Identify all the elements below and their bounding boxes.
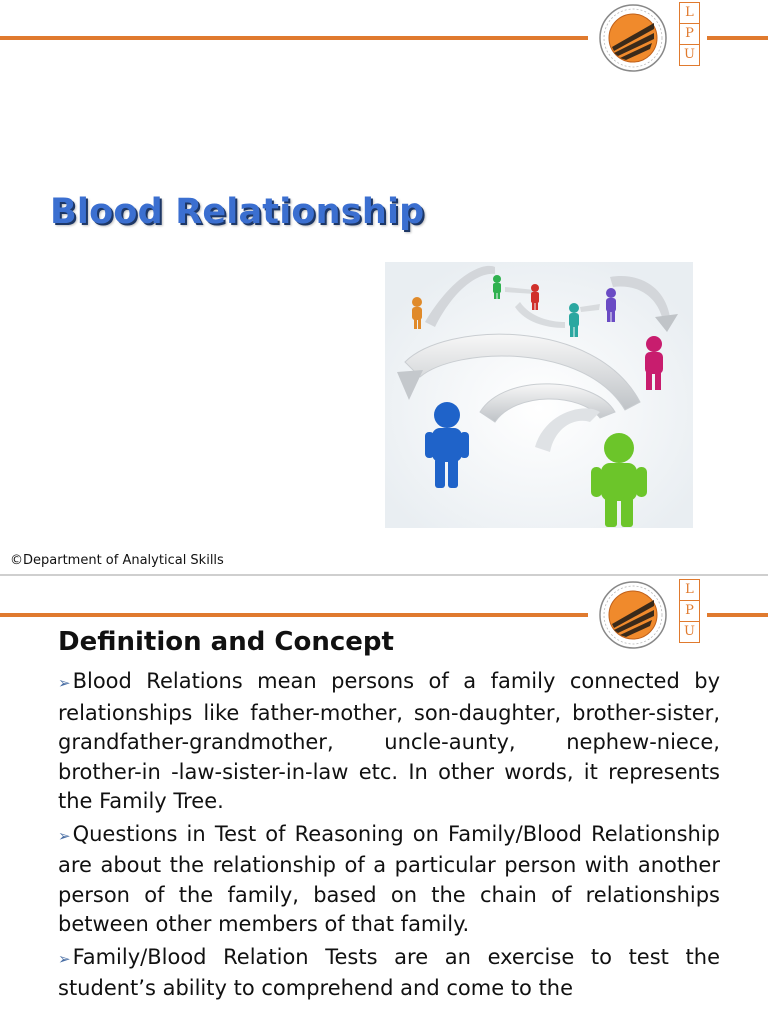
paragraph-text: Blood Relations mean persons of a family connected by relationships like father-mother, son-daughter, brother-sister, grandfather-grandmother, uncle-aunty, nephew-niece, brother-in -law-sister-in-law etc. In other words, it represents the Family Tree.	[58, 669, 720, 813]
family-network-illustration-icon	[385, 262, 693, 528]
definition-paragraph	[58, 667, 720, 817]
copyright-text: ©Department of Analytical Skills	[10, 553, 224, 568]
lpu-letter-box	[679, 2, 700, 65]
bullet-arrow-icon: ➢	[58, 826, 71, 845]
paragraph-text: Questions in Test of Reasoning on Family/Blood Relationship are about the relationship of a particular person with another person of the family, based on the chain of relationships between other members of that family.	[58, 821, 720, 936]
header-line-left	[0, 36, 588, 40]
definition-paragraph	[58, 943, 720, 1004]
lpu-letter-u: U	[679, 621, 700, 643]
lpu-letter-p: P	[679, 23, 700, 45]
definition-body	[58, 667, 720, 1007]
lpu-letter-l: L	[679, 2, 700, 24]
lpu-letter-box	[679, 579, 700, 642]
definition-paragraph	[58, 820, 720, 940]
slide-definition	[0, 576, 768, 1024]
section-heading: Definition and Concept	[58, 627, 394, 657]
header-line-left	[0, 613, 588, 617]
slide-title-heading: Blood Relationship	[50, 192, 425, 232]
lpu-letter-u: U	[679, 44, 700, 66]
lpu-seal-icon	[598, 580, 668, 650]
header-line-right	[707, 613, 768, 617]
bullet-arrow-icon: ➢	[58, 949, 71, 968]
lpu-seal-icon	[598, 3, 668, 73]
header-line-right	[707, 36, 768, 40]
bullet-arrow-icon: ➢	[58, 674, 71, 692]
lpu-letter-p: P	[679, 600, 700, 622]
paragraph-text: Family/Blood Relation Tests are an exercise to test the student’s ability to comprehend and come to the	[58, 944, 720, 1000]
lpu-letter-l: L	[679, 579, 700, 601]
